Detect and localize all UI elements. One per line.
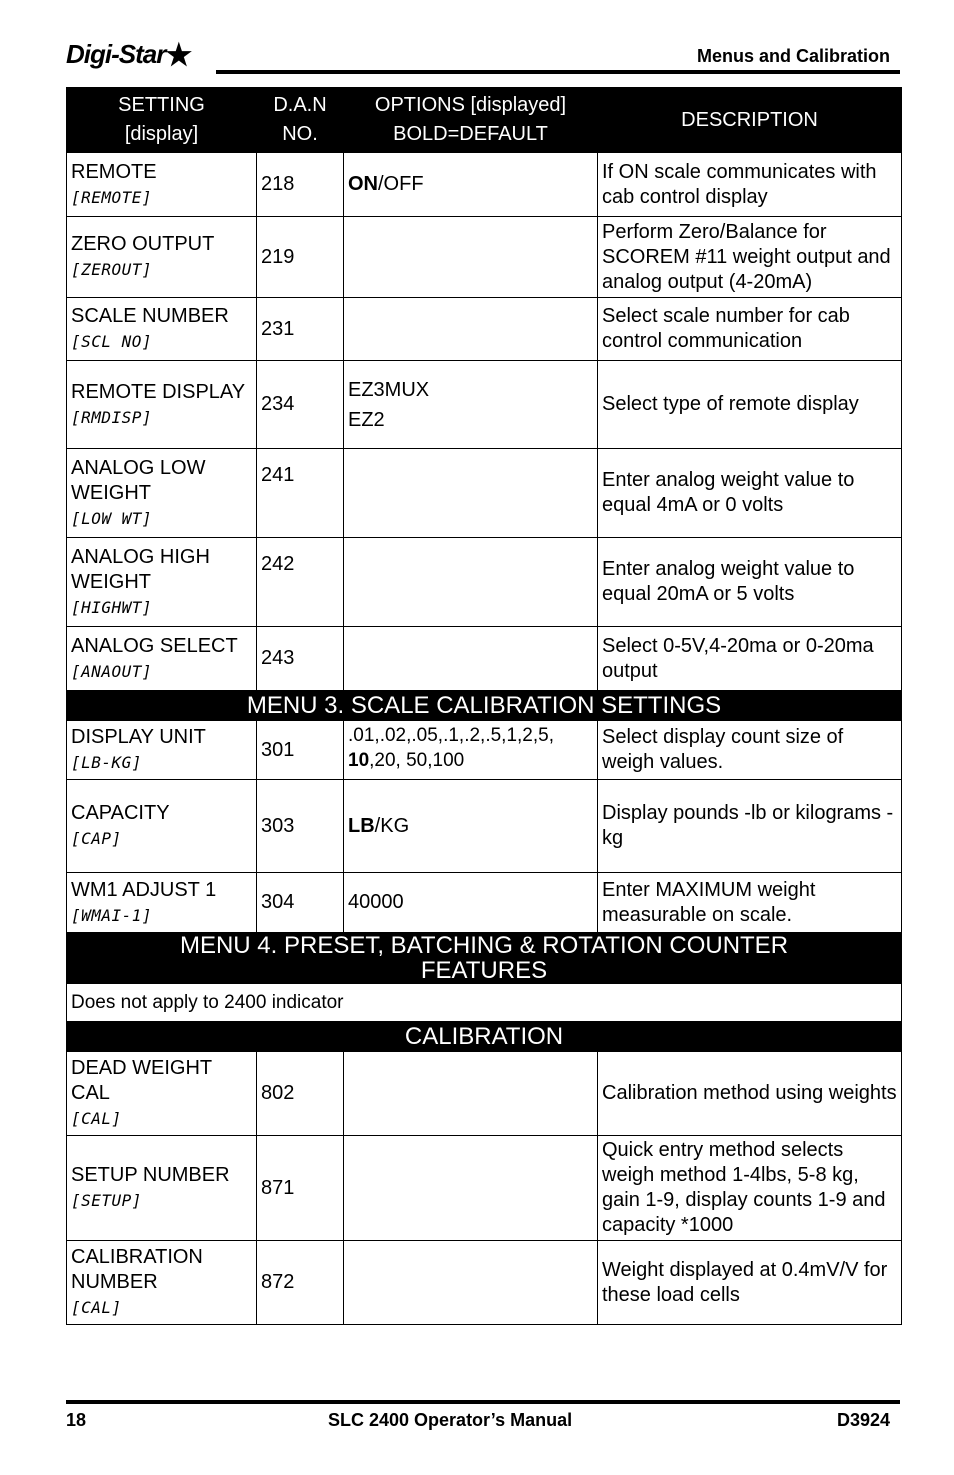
description-cell: Select type of remote display <box>598 361 902 449</box>
setting-cell: ANALOG LOW WEIGHT [LOW WT] <box>67 449 257 538</box>
table-row <box>67 873 902 933</box>
dan-cell: 234 <box>257 361 344 449</box>
dan-cell: 303 <box>257 780 344 873</box>
dan-cell: 871 <box>257 1136 344 1241</box>
table-row <box>67 627 902 691</box>
col-header-dan: D.A.N NO. <box>257 88 344 153</box>
star-icon: ★ <box>165 39 192 72</box>
table-row <box>67 153 902 217</box>
col-header-options: OPTIONS [displayed] BOLD=DEFAULT <box>344 88 598 153</box>
manual-title: SLC 2400 Operator’s Manual <box>328 1410 573 1430</box>
dan-cell: 872 <box>257 1241 344 1325</box>
description-cell: Enter analog weight value to equal 4mA or 0 volts <box>598 449 902 538</box>
description-cell: Enter analog weight value to equal 20mA or 5 volts <box>598 538 902 627</box>
description-cell: Select 0-5V,4-20ma or 0-20ma output <box>598 627 902 691</box>
dan-cell: 243 <box>257 627 344 691</box>
table-row <box>67 1241 902 1325</box>
description-cell: If ON scale communicates with cab control display <box>598 153 902 217</box>
menu4-heading: MENU 4. PRESET, BATCHING & ROTATION COUNTER FEATURES <box>67 933 902 984</box>
setting-cell: ANALOG HIGH WEIGHT [HIGHWT] <box>67 538 257 627</box>
options-cell <box>344 627 598 691</box>
setting-cell: REMOTE [REMOTE] <box>67 153 257 217</box>
options-cell <box>344 298 598 361</box>
description-cell: Select display count size of weigh values. <box>598 721 902 780</box>
description-cell: Quick entry method selects weigh method 1-4lbs, 5-8 kg, gain 1-9, display counts 1-9 and capacity *1000 <box>598 1136 902 1241</box>
table-row <box>67 449 902 538</box>
setting-cell: DEAD WEIGHT CAL [CAL] <box>67 1052 257 1136</box>
options-cell: .01,.02,.05,.1,.2,.5,1,2,5, 10,20, 50,100 <box>344 721 598 780</box>
table-row <box>67 298 902 361</box>
digi-star-logo <box>66 36 191 71</box>
description-cell: Weight displayed at 0.4mV/V for these load cells <box>598 1241 902 1325</box>
options-cell <box>344 217 598 298</box>
description-cell: Perform Zero/Balance for SCOREM #11 weight output and analog output (4-20mA) <box>598 217 902 298</box>
dan-cell: 219 <box>257 217 344 298</box>
options-cell: EZ3MUX EZ2 <box>344 361 598 449</box>
page-number: 18 <box>66 1410 87 1430</box>
description-cell: Calibration method using weights <box>598 1052 902 1136</box>
options-cell <box>344 538 598 627</box>
section-title: Menus and Calibration <box>696 46 890 66</box>
options-cell <box>344 1136 598 1241</box>
settings-table <box>66 87 902 1325</box>
description-cell: Display pounds -lb or kilograms -kg <box>598 780 902 873</box>
dan-cell: 802 <box>257 1052 344 1136</box>
options-cell: ON/OFF <box>344 153 598 217</box>
options-cell <box>344 1241 598 1325</box>
table-row <box>67 780 902 873</box>
options-cell <box>344 1052 598 1136</box>
table-row <box>67 721 902 780</box>
setting-cell: WM1 ADJUST 1 [WMAI-1] <box>67 873 257 933</box>
document-id: D3924 <box>836 1410 890 1430</box>
dan-cell: 304 <box>257 873 344 933</box>
setting-cell: SETUP NUMBER [SETUP] <box>67 1136 257 1241</box>
description-cell: Select scale number for cab control communication <box>598 298 902 361</box>
setting-cell: DISPLAY UNIT [LB-KG] <box>67 721 257 780</box>
options-cell: 40000 <box>344 873 598 933</box>
menu4-note: Does not apply to 2400 indicator <box>67 984 902 1022</box>
dan-cell: 301 <box>257 721 344 780</box>
menu4-note-row <box>67 984 902 1022</box>
setting-cell: SCALE NUMBER [SCL NO] <box>67 298 257 361</box>
calibration-heading: CALIBRATION <box>67 1022 902 1052</box>
dan-cell: 231 <box>257 298 344 361</box>
col-header-setting: SETTING [display] <box>67 88 257 153</box>
header-rule <box>216 70 900 74</box>
menu3-heading: MENU 3. SCALE CALIBRATION SETTINGS <box>67 691 902 721</box>
options-cell <box>344 449 598 538</box>
table-row <box>67 361 902 449</box>
table-header-row <box>67 88 902 153</box>
table-row <box>67 1136 902 1241</box>
setting-cell: ANALOG SELECT [ANAOUT] <box>67 627 257 691</box>
setting-cell: ZERO OUTPUT [ZEROUT] <box>67 217 257 298</box>
col-header-description: DESCRIPTION <box>598 88 902 153</box>
dan-cell: 218 <box>257 153 344 217</box>
description-cell: Enter MAXIMUM weight measurable on scale. <box>598 873 902 933</box>
logo-text: Digi-Star <box>66 39 166 69</box>
calibration-heading-row <box>67 1022 902 1052</box>
setting-cell: CAPACITY [CAP] <box>67 780 257 873</box>
dan-cell: 242 <box>257 538 344 627</box>
options-cell: LB/KG <box>344 780 598 873</box>
menu3-heading-row <box>67 691 902 721</box>
menu4-heading-row <box>67 933 902 984</box>
dan-cell: 241 <box>257 449 344 538</box>
page-footer <box>66 1400 900 1432</box>
table-row <box>67 1052 902 1136</box>
table-row <box>67 538 902 627</box>
setting-cell: CALIBRATION NUMBER [CAL] <box>67 1241 257 1325</box>
table-row <box>67 217 902 298</box>
setting-cell: REMOTE DISPLAY [RMDISP] <box>67 361 257 449</box>
page-header <box>66 36 900 76</box>
